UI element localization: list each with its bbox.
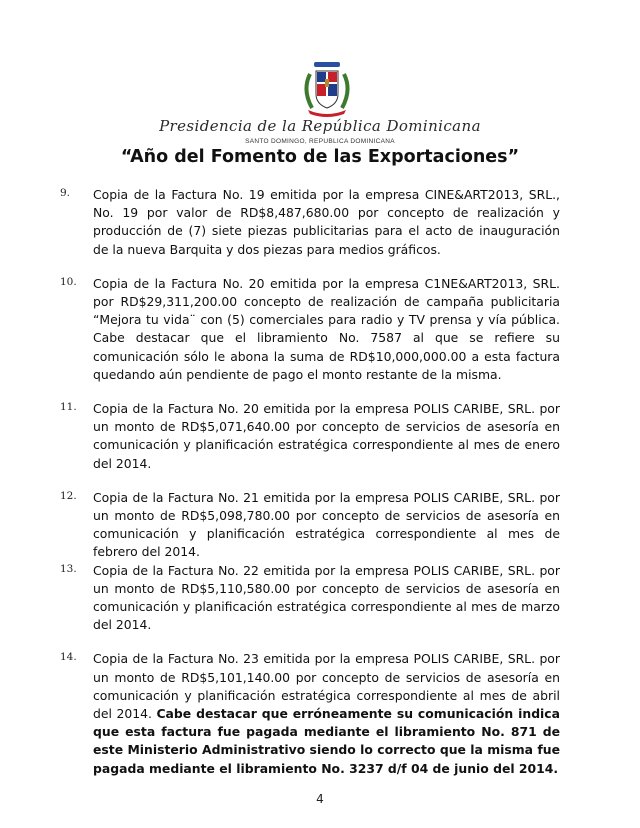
dominican-coat-of-arms-icon <box>300 60 354 118</box>
item-text: Copia de la Factura No. 22 emitida por la empresa POLIS CARIBE, SRL. por un monto de RD$5,110,580.00 por concepto de servicios de asesoría en comunicación y planificación estratégica correspondiente al mes de marzo del 2014. <box>93 562 560 633</box>
item-number: 9. <box>60 187 71 199</box>
list-item <box>60 186 560 259</box>
list-item <box>60 275 560 384</box>
list-item <box>60 489 560 562</box>
item-text: Copia de la Factura No. 21 emitida por la empresa POLIS CARIBE, SRL. por un monto de RD$5,098,780.00 por concepto de servicios de asesoría en comunicación y planificación estratégica correspondiente al mes de febrero del 2014. <box>93 489 560 560</box>
list-item <box>60 400 560 473</box>
list-item <box>60 562 560 635</box>
item-number: 14. <box>60 651 77 664</box>
item-plain-text: Copia de la Factura No. 23 emitida por la empresa POLIS CARIBE, SRL. por un monto de RD$5,101,140.00 por concepto de servicios de asesoría en comunicación y planificación estratégica correspondiente al mes de abril del 2014. <box>93 651 560 722</box>
institution-name: Presidencia de la República Dominicana <box>159 117 481 135</box>
year-motto: “Año del Fomento de las Exportaciones” <box>120 147 520 167</box>
institution-location: SANTO DOMINGO, REPUBLICA DOMINICANA <box>245 138 395 145</box>
item-text: Copia de la Factura No. 20 emitida por la empresa C1NE&ART2013, SRL. por RD$29,311,200.00 concepto de realización de campaña publicitaria “Mejora tu vida¨ con (5) comerciales para radio y TV prensa y vía pública. Cabe destacar que el libramiento No. 7587 al que se refiere su comunicación sólo le abona la suma de RD$10,000,000.00 a esta factura quedando aún pendiente de pago el monto restante de la misma. <box>93 275 560 382</box>
item-text: Copia de la Factura No. 19 emitida por la empresa CINE&ART2013, SRL., No. 19 por valor de RD$8,487,680.00 por concepto de realización y producción de (7) siete piezas publicitarias para el acto de inauguración de la nueva Barquita y dos piezas para medios gráficos. <box>93 187 560 257</box>
item-number: 10. <box>60 275 77 288</box>
item-number: 13. <box>60 562 77 575</box>
item-text <box>93 650 560 777</box>
page-number: 4 <box>316 792 324 806</box>
item-text: Copia de la Factura No. 20 emitida por la empresa POLIS CARIBE, SRL. por un monto de RD$5,071,640.00 por concepto de servicios de asesoría en comunicación y planificación estratégica correspondiente al mes de enero del 2014. <box>93 401 560 471</box>
item-bold-note: Cabe destacar que erróneamente su comunicación indica que esta factura fue pagada mediante el libramiento No. 871 de este Ministerio Administrativo siendo lo correcto que la misma fue pagada mediante el libramiento No. 3237 d/f 04 de junio del 2014. <box>93 706 561 776</box>
list-item <box>60 650 560 777</box>
item-number: 12. <box>60 489 77 502</box>
item-number: 11. <box>60 401 77 414</box>
invoice-list <box>60 186 560 794</box>
